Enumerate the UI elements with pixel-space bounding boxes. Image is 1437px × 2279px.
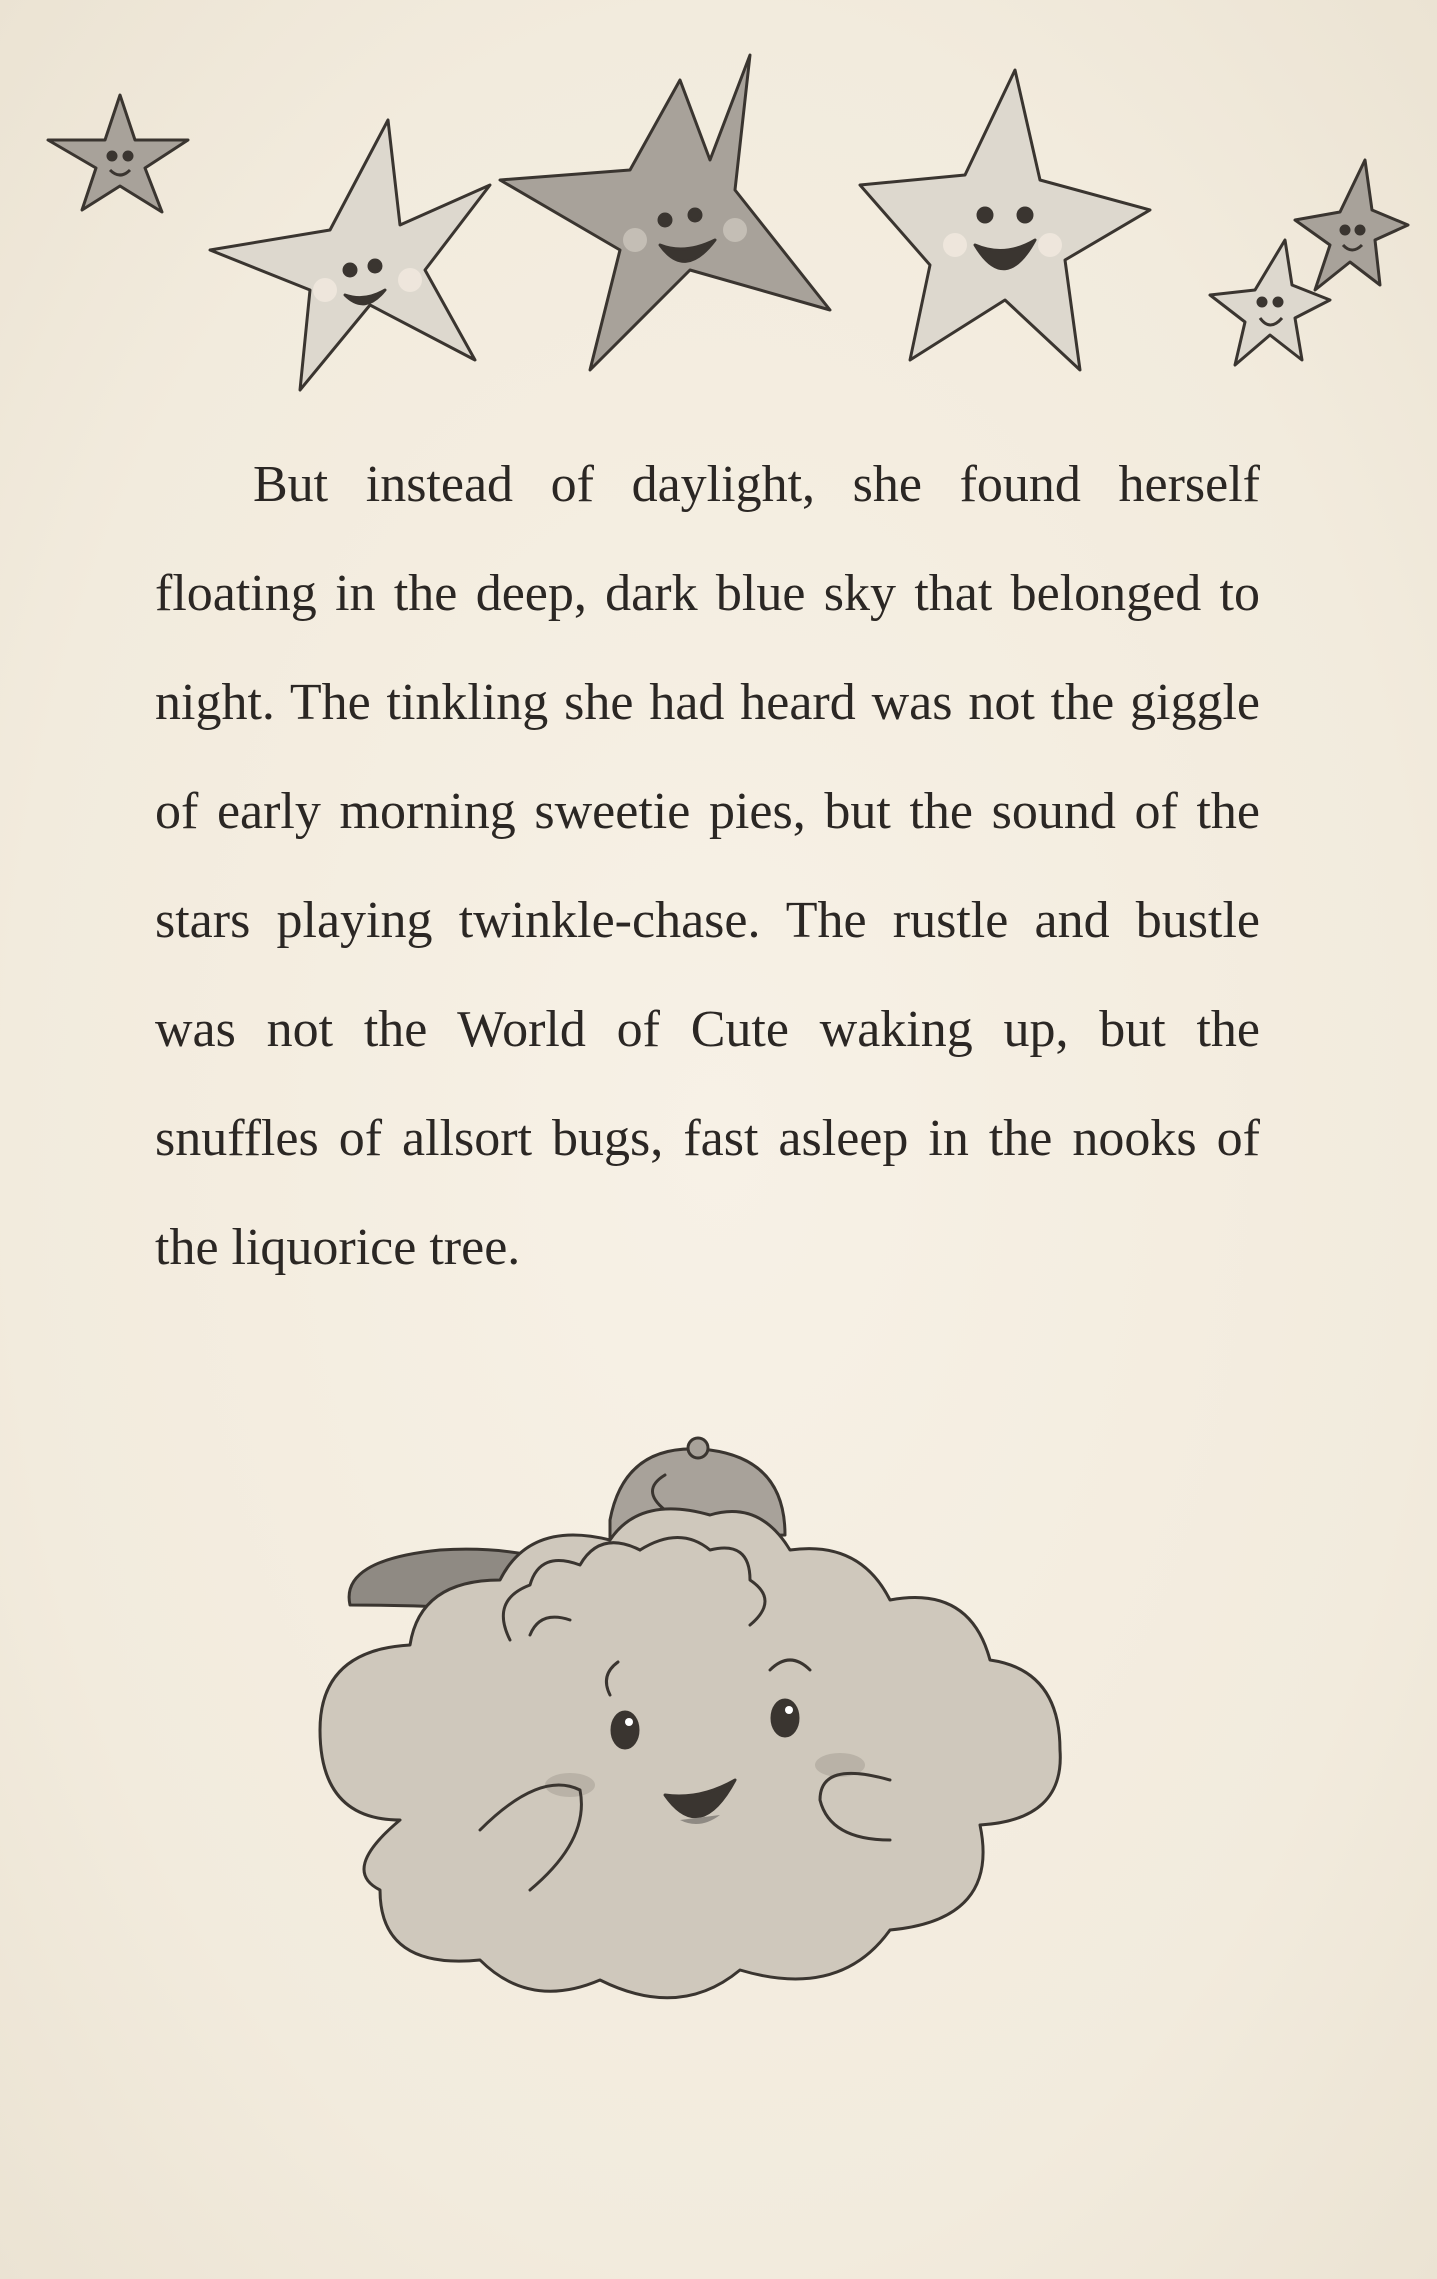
- light-star-right: [860, 70, 1150, 370]
- right-eye: [772, 1700, 798, 1736]
- small-star-right-light: [1210, 240, 1330, 365]
- story-paragraph: But instead of daylight, she found herself floating in the deep, dark blue sky that belonged to night. The tinkling she had heard was not the giggle of early morning sweetie pies, but the sound of the stars playing twinkle-chase. The rustle and bustle was not the World of Cute waking up, but the snuffles of allsort bugs, fast asleep in the nooks of the liquorice tree.: [155, 456, 1260, 1276]
- cloud-illustration: [280, 1400, 1100, 2060]
- small-star-left: [48, 95, 188, 212]
- small-star-right-dark: [1295, 160, 1408, 290]
- stars-illustration: [30, 40, 1410, 410]
- left-eye: [612, 1712, 638, 1748]
- light-star-left: [210, 120, 490, 390]
- big-dark-star: [500, 55, 830, 370]
- story-text: [155, 430, 1260, 1302]
